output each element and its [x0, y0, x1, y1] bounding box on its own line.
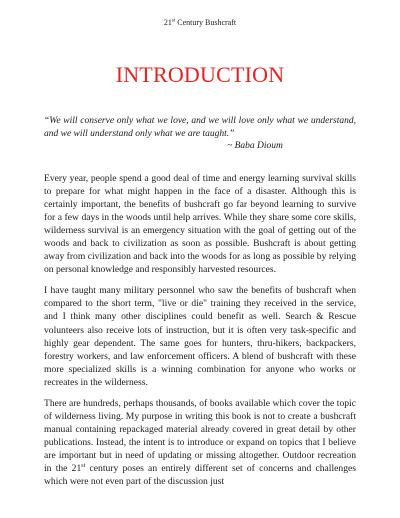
chapter-title: INTRODUCTION — [115, 62, 285, 87]
epigraph — [44, 115, 356, 153]
paragraph-2: I have taught many military personnel who saw the benefits of bushcraft when compared to the short term, "live or die" training they received in the service, and I think many other disciplines could benefit as well. Search & Rescue volunteers also receive lots of instruction, but it is often very task-specific and highly gear dependent. The same goes for hunters, thru-hikers, backpackers, forestry workers, and law enforcement officers. A blend of bushcraft with these more specialized skills is a winning combination for anyone who works or recreates in the wilderness. — [44, 285, 356, 388]
paragraph-3-start: There are hundreds, perhaps thousands, of books available which cover the topic of wilderness living. My purpose in writing this book is not to create a bushcraft manual containing repackaged material already covered in great detail by other publications. Instead, the intent is to introduce or expand on topics that I believe are important but in need of updating or missing altogether. Outdoor recreation in the 21 — [44, 397, 356, 474]
paragraph-3-superscript: st — [81, 462, 86, 469]
paragraph-3 — [44, 397, 356, 488]
running-header-number: 21 — [163, 18, 172, 27]
paragraph-1: Every year, people spend a good deal of time and energy learning survival skills to prepare for what might happen in the face of a disaster. Although this is certainly important, the benefits of bushcraft go far beyond learning to survive for a few days in the woods until help arrives. While they share some core skills, wilderness survival is an emergency situation with the goal of getting out of the woods and back to civilization as soon as possible. Bushcraft is about getting away from civilization and back into the woods for as long as possible by relying on personal knowledge and responsibly harvested resources. — [44, 173, 356, 276]
epigraph-quote: “We will conserve only what we love, and we will love only what we understand, and we will understand only what we are taught.” — [44, 116, 356, 139]
running-header-superscript: st — [171, 18, 176, 24]
body-text — [44, 172, 356, 496]
paragraph-3-end: century poses an entirely different set of concerns and challenges which were not even part of the discussion just — [44, 462, 356, 488]
running-header-text: Century Bushcraft — [175, 18, 237, 27]
running-header — [0, 18, 400, 28]
epigraph-attribution: ~ Baba Dioum — [227, 141, 283, 151]
